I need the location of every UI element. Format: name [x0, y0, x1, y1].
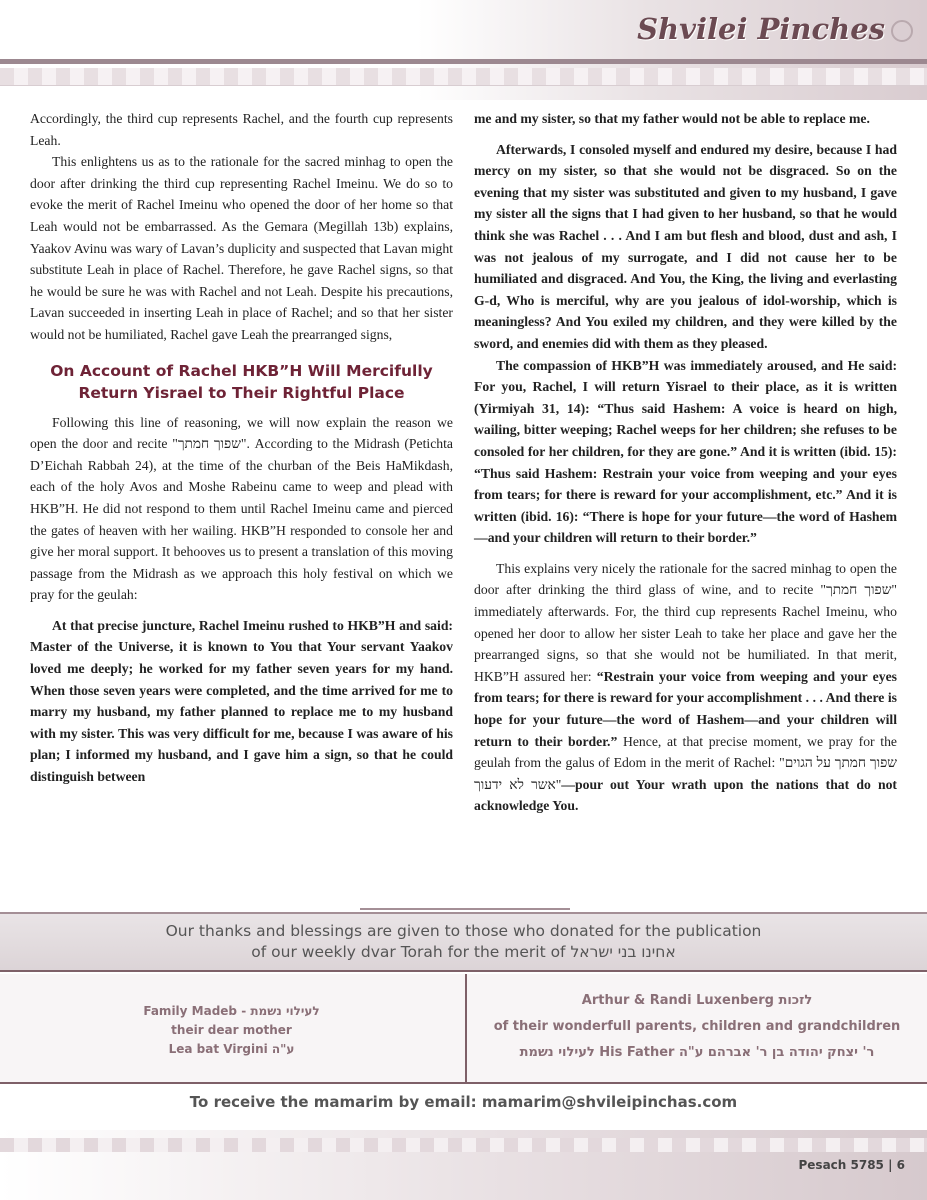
paragraph: Accordingly, the third cup represents Rachel, and the fourth cup represents Leah.: [30, 111, 453, 148]
midrash-quote: At that precise juncture, Rachel Imeinu rushed to HKB”H and said: Master of the Universe, it is known to You that Your servant Yaakov loved me deeply; he worked for my father seven years for my hand. When those seven years were completed, and the time arrived for me to marry my husband, my father planned to replace me to my husband with my sister. This was very difficult for me, because I was aware of his plan; I informed my husband, and I gave him a sign, so that he could distinguish between: [30, 617, 453, 785]
text: Hence, at that precise moment, we pray for the geulah from the galus of Edom in the merit of Rachel: "שפוך חמתך על הגוים אשר לא ידעוך": [474, 733, 897, 792]
donor-line: Family Madeb - לעילוי נשמת: [143, 1004, 320, 1018]
right-column: [474, 108, 897, 817]
paragraph: [474, 558, 897, 817]
text: This explains very nicely the rationale for the sacred minhag to open the door after drinking the third glass of wine, and to recite "שפוך חמתך" immediately afterwards. For, the third cup represents Rachel Imeinu, who opened her door to allow her sister Leah to take her place and gave her the prearranged signs, so that she would not be humiliated. In that merit, HKB”H assured her:: [474, 560, 897, 684]
donor-cell-right: [465, 974, 927, 1084]
donor-box: [0, 890, 927, 1120]
donor-line: Lea bat Virgini ע"ה: [168, 1042, 295, 1056]
publication-title: Shvilei Pinches: [637, 12, 885, 46]
page-header: [0, 0, 927, 100]
decorative-border: [0, 68, 927, 86]
paragraph: The compassion of HKB”H was immediately aroused, and He said: For you, Rachel, I will return Yisrael to their place, as it is written (Yirmiyah 31, 14): “Thus said Hashem: A voice is heard on high, wailing, bitter weeping; Rachel weeps for her children; she refuses to be consoled for her children, for they are gone.” And it is written (ibid. 15): “Thus said Hashem: Restrain your voice from weeping and your eyes from tears; for there is reward for your accomplishment, etc.” And it is written (ibid. 16): “There is hope for your future—the word of Hashem—and your children will return to their border.”: [474, 357, 897, 546]
logo-icon: [891, 20, 913, 42]
decorative-border: [0, 1138, 927, 1152]
donor-intro-line: Our thanks and blessings are given to those who donated for the publication: [165, 922, 762, 940]
page-footer: [0, 1130, 927, 1200]
donor-line: of their wonderfull parents, children and grandchildren: [493, 1019, 901, 1034]
donor-line: their dear mother: [171, 1023, 292, 1037]
email-notice: To receive the mamarim by email: mamarim@shvileipinchas.com: [189, 1093, 738, 1111]
midrash-quote: Afterwards, I consoled myself and endured my desire, because I had mercy on my sister, so that she would not be disgraced. So on the evening that my sister was substituted and given to my husband, I gave my sister all the signs that I had given to her husband, so that he would think she was Rachel . . . And I am but flesh and blood, dust and ash, I was not jealous of my surrogate, and I did not cause her to be humiliated and disgraced. And You, the King, the living and everlasting G-d, Who is merciful, why are you jealous of idol-worship, which is meaningless? And You exiled my children, and they were killed by the sword, and enemies did with them as they pleased.: [474, 141, 897, 351]
page-number: Pesach 5785 | 6: [798, 1158, 905, 1172]
donor-line: לעילוי נשמת His Father ר' יצחק יהודה בן ר' אברהם ע"ה: [519, 1045, 875, 1060]
section-heading: On Account of Rachel HKB”H Will Mercifully Return Yisrael to Their Rightful Place: [50, 361, 433, 402]
paragraph: Following this line of reasoning, we will now explain the reason we open the door and recite "שפוך חמתך". According to the Midrash (Petichta D’Eichah Rabbah 24), at the time of the churban of the Beis HaMikdash, each of the holy Avos and Moshe Rabeinu came to weep and plead with HKB”H. He did not respond to them until Rachel Imeinu came and pierced the gates of heaven with her wailing. HKB”H responded to console her and give her moral support. It behooves us to present a translation of this moving passage from the Midrash as we approach this holy festival on which we pray for the geulah:: [30, 414, 453, 603]
midrash-quote: me and my sister, so that my father would not be able to replace me.: [474, 111, 870, 126]
donor-cell-left: [0, 974, 463, 1084]
paragraph: This enlightens us as to the rationale for the sacred minhag to open the door after drinking the third cup representing Rachel Imeinu. We do so to evoke the merit of Rachel Imeinu who opened the door of her home so that Leah would not be embarrassed. As the Gemara (Megillah 13b) explains, Yaakov Avinu was wary of Lavan’s duplicity and suspected that Lavan might substitute Leah in place of Rachel. Therefore, he gave Rachel signs, so that he would be sure he was with Rachel and not Leah. Despite his precautions, Lavan succeeded in inserting Leah in place of Rachel; and so that her sister would not be humiliated, Rachel gave Leah the prearranged signs,: [30, 154, 453, 342]
left-column: [30, 108, 453, 788]
donor-line: Arthur & Randi Luxenberg לזכות: [581, 993, 813, 1008]
donor-intro-line: of our weekly dvar Torah for the merit of אחינו בני ישראל: [251, 943, 676, 961]
quote: “Restrain your voice from weeping and your eyes from tears; for there is reward for your accomplishment . . . And there is hope for your future—the word of Hashem—and your children will return to their border.”: [474, 668, 897, 749]
donor-cells: [0, 974, 927, 1084]
header-rule: [0, 59, 927, 64]
ornament-divider: [360, 890, 570, 910]
donor-intro: [0, 912, 927, 972]
text: —pour out Your wrath upon the nations that do not acknowledge You.: [474, 776, 897, 814]
